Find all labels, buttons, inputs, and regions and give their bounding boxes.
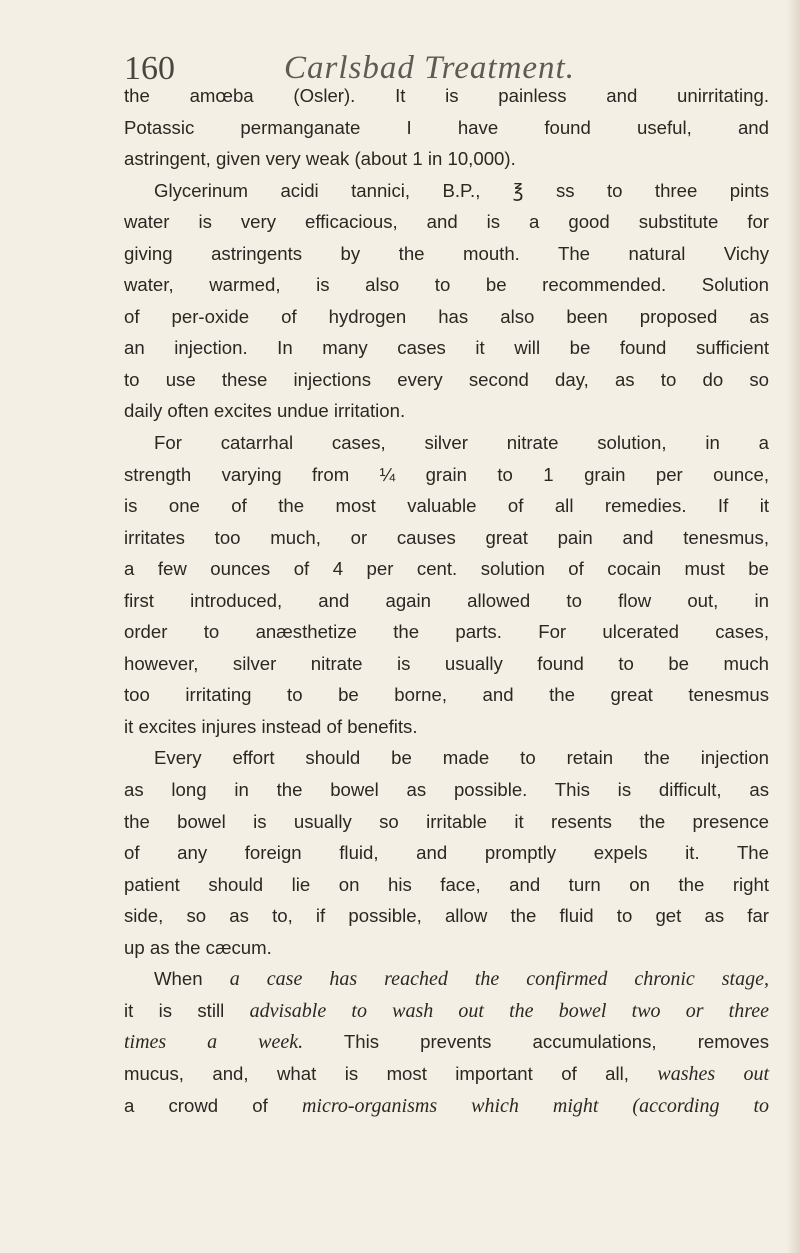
- text-line: up as the cæcum.: [124, 936, 272, 958]
- text-line: daily often excites undue irritation.: [124, 400, 406, 422]
- text-segment: a crowd of: [124, 1094, 302, 1116]
- text-line: water is very efficacious, and is a good substitute for: [124, 211, 769, 233]
- text-line: patient should lie on his face, and turn on the right: [124, 873, 769, 895]
- body-text: [124, 80, 769, 1121]
- text-segment: it is still: [124, 999, 250, 1021]
- text-line: astringent, given very weak (about 1 in 10,000).: [124, 148, 516, 170]
- text-line: an injection. In many cases it will be found sufficient: [124, 337, 769, 359]
- page-edge-shadow: [786, 0, 800, 1253]
- text-line: Glycerinum acidi tannici, B.P., ℥ ss to three pints: [154, 179, 769, 201]
- text-line: too irritating to be borne, and the great tenesmus: [124, 684, 769, 706]
- text-line: of per-oxide of hydrogen has also been proposed as: [124, 305, 769, 327]
- text-line: is one of the most valuable of all remedies. If it: [124, 495, 769, 517]
- text-segment: This prevents accumulations, removes: [303, 1031, 769, 1053]
- text-line: irritates too much, or causes great pain and tenesmus,: [124, 526, 769, 548]
- text-line: [124, 963, 769, 995]
- italic-text: times a week.: [124, 1031, 304, 1054]
- page-number: 160: [124, 50, 175, 87]
- text-line: of any foreign fluid, and promptly expels it. The: [124, 842, 769, 864]
- text-line: side, so as to, if possible, allow the fluid to get as far: [124, 905, 769, 927]
- text-line: [124, 1026, 769, 1058]
- italic-text: washes out: [657, 1062, 769, 1085]
- text-line: giving astringents by the mouth. The natural Vichy: [124, 242, 769, 264]
- text-segment: mucus, and, what is most important of all,: [124, 1062, 658, 1084]
- text-line: water, warmed, is also to be recommended. Solution: [124, 274, 769, 296]
- text-line: a few ounces of 4 per cent. solution of cocain must be: [124, 558, 769, 580]
- text-line: first introduced, and again allowed to flow out, in: [124, 589, 769, 611]
- italic-text: advisable to wash out the bowel two or three: [249, 999, 770, 1022]
- text-line: strength varying from ¼ grain to 1 grain per ounce,: [124, 463, 769, 485]
- text-line: as long in the bowel as possible. This is difficult, as: [124, 779, 769, 801]
- text-line: Every effort should be made to retain the injection: [154, 747, 769, 769]
- text-segment: When: [154, 968, 230, 990]
- text-line: the bowel is usually so irritable it resents the presence: [124, 810, 769, 832]
- italic-text: micro-organisms which might (according to: [301, 1094, 769, 1117]
- text-line: [124, 1090, 769, 1122]
- italic-text: a case has reached the confirmed chronic stage,: [229, 968, 769, 991]
- text-line: the amœba (Osler). It is painless and unirritating.: [124, 85, 769, 106]
- text-line: [124, 1058, 769, 1090]
- text-line: For catarrhal cases, silver nitrate solution, in a: [154, 432, 769, 454]
- text-line: it excites injures instead of benefits.: [124, 715, 418, 737]
- running-title: Carlsbad Treatment.: [284, 50, 575, 86]
- text-line: Potassic permanganate I have found useful, and: [124, 116, 769, 138]
- text-line: order to anæsthetize the parts. For ulcerated cases,: [124, 621, 769, 643]
- text-line: however, silver nitrate is usually found to be much: [124, 652, 769, 674]
- text-line: [124, 995, 769, 1027]
- text-line: to use these injections every second day, as to do so: [124, 368, 769, 390]
